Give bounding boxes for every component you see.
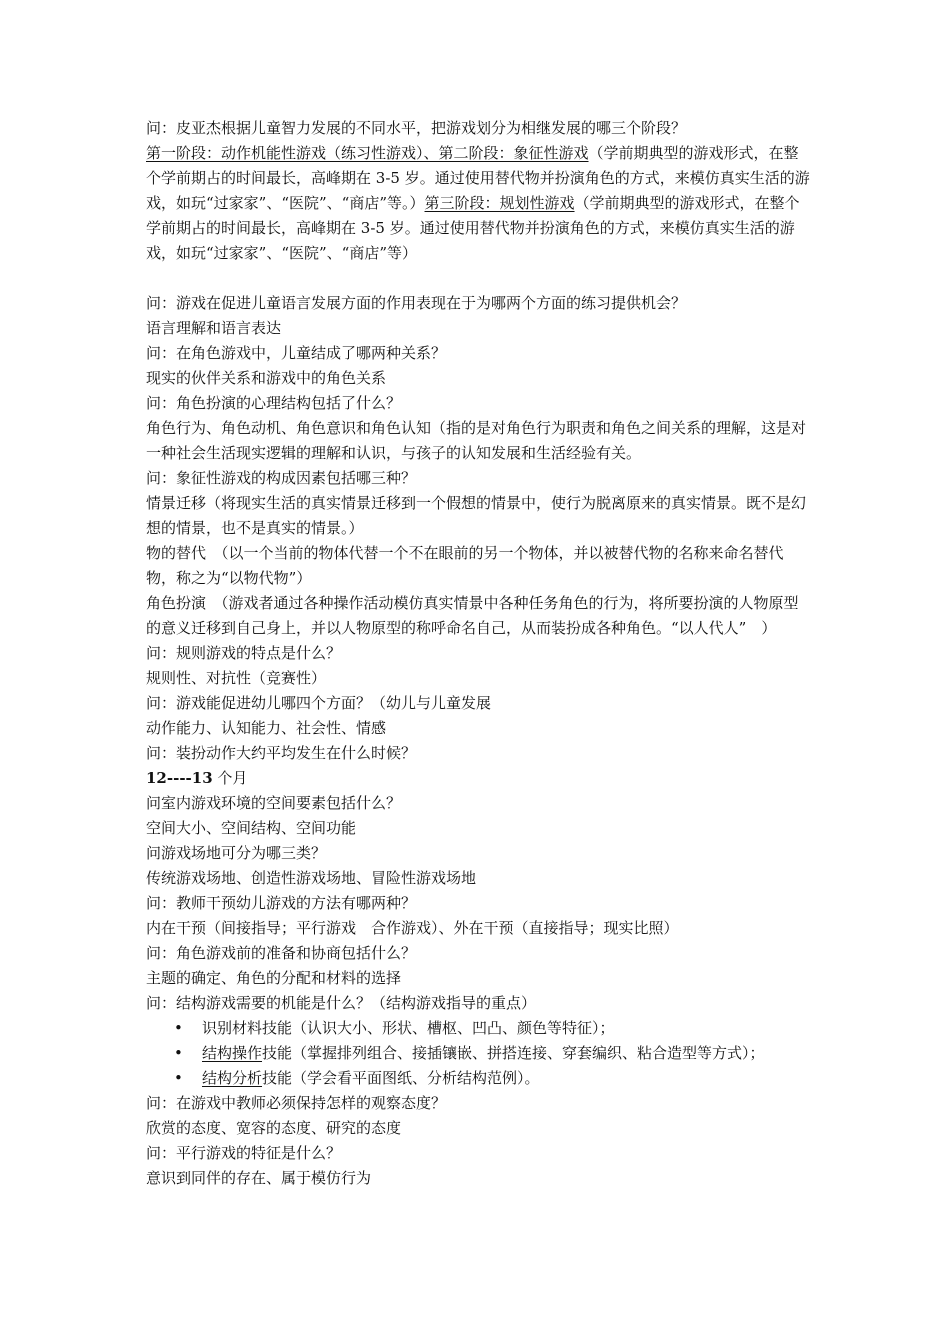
underlined-term: 结构操作 [202,1044,263,1062]
qa-line: 规则性、对抗性（竞赛性） [146,669,327,687]
qa-line: 主题的确定、角色的分配和材料的选择 [146,969,402,987]
stage-1-2-underlined: 第一阶段：动作机能性游戏（练习性游戏）、第二阶段：象征性游戏 [146,144,589,162]
qa-line: 传统游戏场地、创造性游戏场地、冒险性游戏场地 [146,869,477,887]
answer-piaget [146,141,812,266]
age-answer [146,766,812,791]
qa-line: 现实的伙伴关系和游戏中的角色关系 [146,369,387,387]
bullet-item: • 结构分析技能（学会看平面图纸、分析结构范例）。 [146,1066,812,1091]
qa-line: 问：规则游戏的特点是什么？ [146,644,342,662]
qa-line: 问：在游戏中教师必须保持怎样的观察态度？ [146,1094,447,1112]
qa-line: 问游戏场地可分为哪三类？ [146,844,327,862]
question-piaget: 问：皮亚杰根据儿童智力发展的不同水平，把游戏划分为相继发展的哪三个阶段？ [146,119,687,137]
bullet-item: • 识别材料技能（认识大小、形状、槽枢、凹凸、颜色等特征）； [146,1016,812,1041]
skill-bullet-list [146,1016,812,1091]
stage-3-description: （学前期典型的游戏形式，在整个学前期占的时间最长，高峰期在 3-5 岁。通过使用替代物并扮演角色的方式，来模仿真实生活的游戏，如玩“过家家”、“医院”、“商店”等） [146,194,800,262]
qa-line: 问：结构游戏需要的机能是什么？（结构游戏指导的重点） [146,994,537,1012]
qa-line: 内在干预（间接指导；平行游戏 合作游戏）、外在干预（直接指导；现实比照） [146,919,679,937]
qa-line: 问室内游戏环境的空间要素包括什么？ [146,794,402,812]
qa-line: 角色扮演 （游戏者通过各种操作活动模仿真实情景中各种任务角色的行为，将所要扮演的人物原型的意义迁移到自己身上，并以人物原型的称呼命名自己，从而装扮成各种角色。“以人代人” ） [146,594,799,637]
qa-line: 欣赏的态度、宽容的态度、研究的态度 [146,1119,402,1137]
age-unit: 个月 [212,769,248,787]
qa-line: 问：游戏能促进幼儿哪四个方面？（幼儿与儿童发展 [146,694,492,712]
qa-line: 物的替代 （以一个当前的物体代替一个不在眼前的另一个物体，并以被替代物的名称来命名替代物，称之为“以物代物”） [146,544,784,587]
bullet-icon: • [174,1019,183,1037]
qa-line: 问：教师干预幼儿游戏的方法有哪两种？ [146,894,417,912]
qa-line: 问：平行游戏的特征是什么？ [146,1144,342,1162]
underlined-term: 结构分析 [202,1069,263,1087]
qa-line: 问：角色扮演的心理结构包括了什么？ [146,394,402,412]
qa-line: 问：象征性游戏的构成因素包括哪三种？ [146,469,417,487]
qa-line: 语言理解和语言表达 [146,319,282,337]
qa-line: 情景迁移（将现实生活的真实情景迁移到一个假想的情景中，使行为脱离原来的真实情景。既不是幻想的情景，也不是真实的情景。） [146,494,807,537]
age-number: 12----13 [146,769,213,787]
blank-line [146,266,812,291]
qa-line: 问：游戏在促进儿童语言发展方面的作用表现在于为哪两个方面的练习提供机会？ [146,294,687,312]
qa-line: 意识到同伴的存在、属于模仿行为 [146,1169,372,1187]
bullet-icon: • [174,1069,183,1087]
bullet-icon: • [174,1044,183,1062]
stage-2-description: （学前期典型的游戏形式，在整个学前期占的时间最长，高峰期在 3-5 岁。通过使用替代物并扮演角色的方式，来模仿真实生活的游戏，如玩“过家家”、“医院”、“商店”等。） [146,144,810,212]
stage-3-underlined: 第三阶段：规划性游戏 [424,194,575,212]
bullet-item: • 结构操作技能（掌握排列组合、接插镶嵌、拼搭连接、穿套编织、粘合造型等方式）； [146,1041,812,1066]
document-page [146,116,812,1191]
qa-line: 动作能力、认知能力、社会性、情感 [146,719,387,737]
qa-line: 空间大小、空间结构、空间功能 [146,819,357,837]
qa-line: 角色行为、角色动机、角色意识和角色认知（指的是对角色行为职责和角色之间关系的理解，这是对一种社会生活现实逻辑的理解和认识，与孩子的认知发展和生活经验有关。 [146,419,807,462]
qa-line: 问：在角色游戏中，儿童结成了哪两种关系？ [146,344,447,362]
qa-line: 问：装扮动作大约平均发生在什么时候？ [146,744,417,762]
qa-line: 问：角色游戏前的准备和协商包括什么？ [146,944,417,962]
